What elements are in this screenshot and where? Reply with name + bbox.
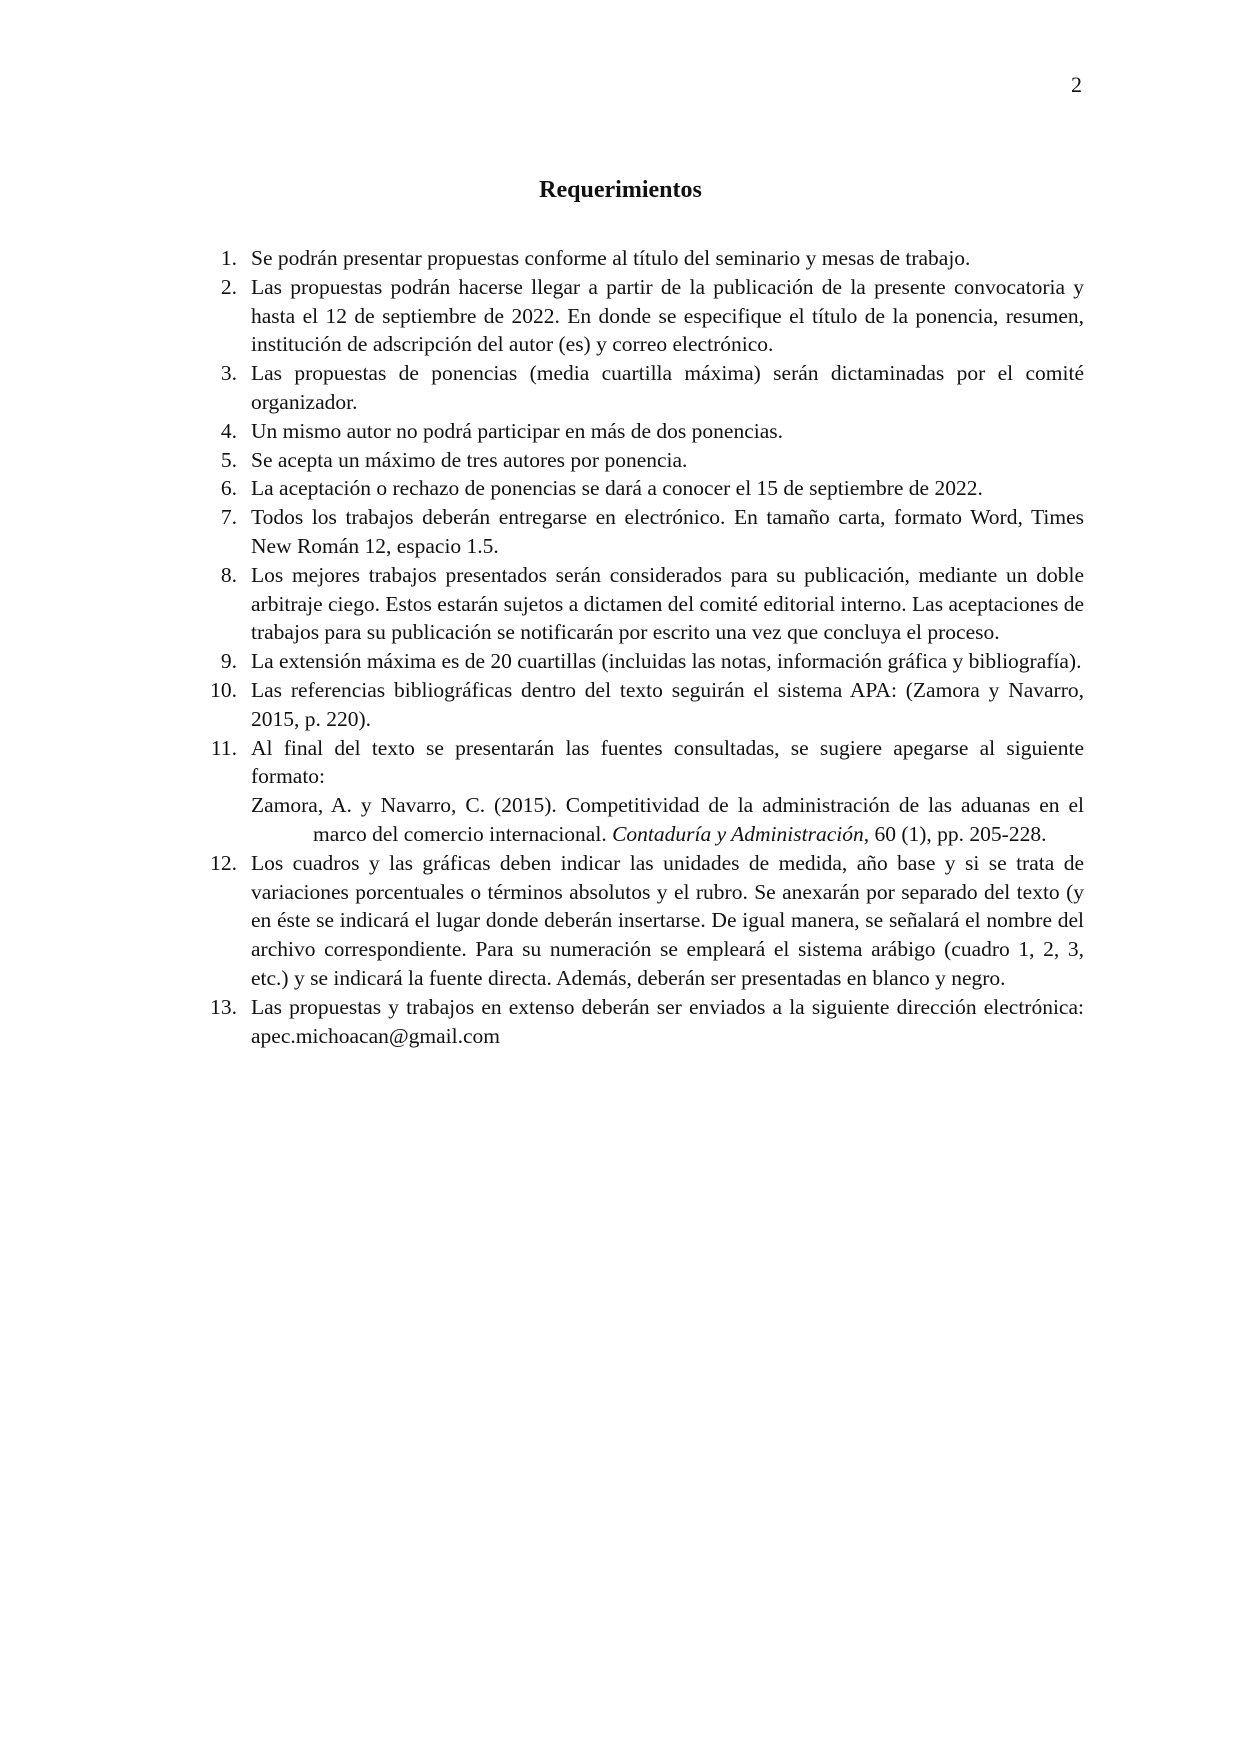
item-text: Las propuestas podrán hacerse llegar a partir de la publicación de la presente convocatoria y hasta el 12 de septiembre de 2022. En donde se especifique el título de la ponencia, resumen, institución de adscripción del autor (es) y correo electrónico.: [251, 274, 1084, 357]
item-text: Se acepta un máximo de tres autores por ponencia.: [251, 447, 688, 472]
list-item: [207, 503, 1084, 561]
item-text: Las propuestas y trabajos en extenso deberán ser enviados a la siguiente dirección electrónica:: [251, 994, 1084, 1019]
list-item: [207, 676, 1084, 734]
reference-example: [251, 791, 1084, 849]
list-item: [207, 474, 1084, 503]
item-number: 4.: [220, 418, 237, 443]
item-text: Las propuestas de ponencias (media cuartilla máxima) serán dictaminadas por el comité organizador.: [251, 361, 1084, 414]
list-item: [207, 446, 1084, 475]
requirements-list: [207, 244, 1084, 1050]
list-item: [207, 417, 1084, 446]
list-item: [207, 273, 1084, 359]
item-number: 1.: [220, 246, 237, 270]
item-number: 11.: [210, 735, 237, 760]
item-text: La aceptación o rechazo de ponencias se dará a conocer el 15 de septiembre de 2022.: [251, 476, 983, 501]
item-text: Se podrán presentar propuestas conforme al título del seminario y mesas de trabajo.: [251, 246, 971, 270]
item-number: 7.: [220, 505, 237, 530]
item-number: 9.: [220, 649, 237, 674]
item-text: Las referencias bibliográficas dentro del texto seguirán el sistema APA: (Zamora y Navarro, 2015, p. 220).: [251, 677, 1084, 731]
list-item: [207, 647, 1084, 676]
page-number: 2: [1071, 72, 1082, 97]
item-number: 5.: [220, 447, 237, 472]
item-number: 8.: [220, 562, 237, 587]
page-title: Requerimientos: [539, 177, 702, 203]
item-number: 3.: [220, 361, 237, 386]
item-text: Un mismo autor no podrá participar en más de dos ponencias.: [251, 418, 783, 443]
item-text: Los cuadros y las gráficas deben indicar las unidades de medida, año base y si se trata de variaciones porcentuales o términos absolutos y el rubro. Se anexarán por separado del texto (y en éste se indicará el lugar donde deberán insertarse. De igual manera, se señalará el nombre del archivo correspondiente. Para su numeración se empleará el sistema arábigo (cuadro 1, 2, 3, etc.) y se indicará la fuente directa. Además, deberán ser presentadas en blanco y negro.: [251, 850, 1084, 990]
item-number: 12.: [210, 850, 237, 875]
item-text: La extensión máxima es de 20 cuartillas (incluidas las notas, información gráfica y bibliografía).: [251, 649, 1082, 674]
item-text: Los mejores trabajos presentados serán considerados para su publicación, mediante un doble arbitraje ciego. Estos estarán sujetos a dictamen del comité editorial interno. Las aceptaciones de trabajos para su publicación se notificarán por escrito una vez que concluya el proceso.: [251, 562, 1084, 645]
item-number: 2.: [220, 274, 237, 299]
list-item: [207, 561, 1084, 647]
list-item: [207, 359, 1084, 417]
item-text: Todos los trabajos deberán entregarse en electrónico. En tamaño carta, formato Word, Times New Román 12, espacio 1.5.: [251, 505, 1084, 558]
reference-authors-title: Zamora, A. y Navarro, C. (2015). Competitividad de la administración de las aduanas en el marco del comercio internacional.: [251, 793, 1084, 846]
list-item: [207, 849, 1084, 993]
item-number: 13.: [210, 994, 237, 1019]
item-number: 6.: [220, 476, 237, 501]
reference-journal: Contaduría y Administración: [612, 821, 864, 846]
item-number: 10.: [210, 677, 237, 702]
contact-email-link[interactable]: apec.michoacan@gmail.com: [251, 1023, 501, 1048]
reference-volume-pages: , 60 (1), pp. 205-228.: [863, 821, 1047, 846]
item-text: Al final del texto se presentarán las fuentes consultadas, se sugiere apegarse al siguiente formato:: [251, 735, 1084, 789]
list-item: [207, 993, 1084, 1051]
list-item: [207, 244, 1084, 273]
list-item: [207, 734, 1084, 849]
